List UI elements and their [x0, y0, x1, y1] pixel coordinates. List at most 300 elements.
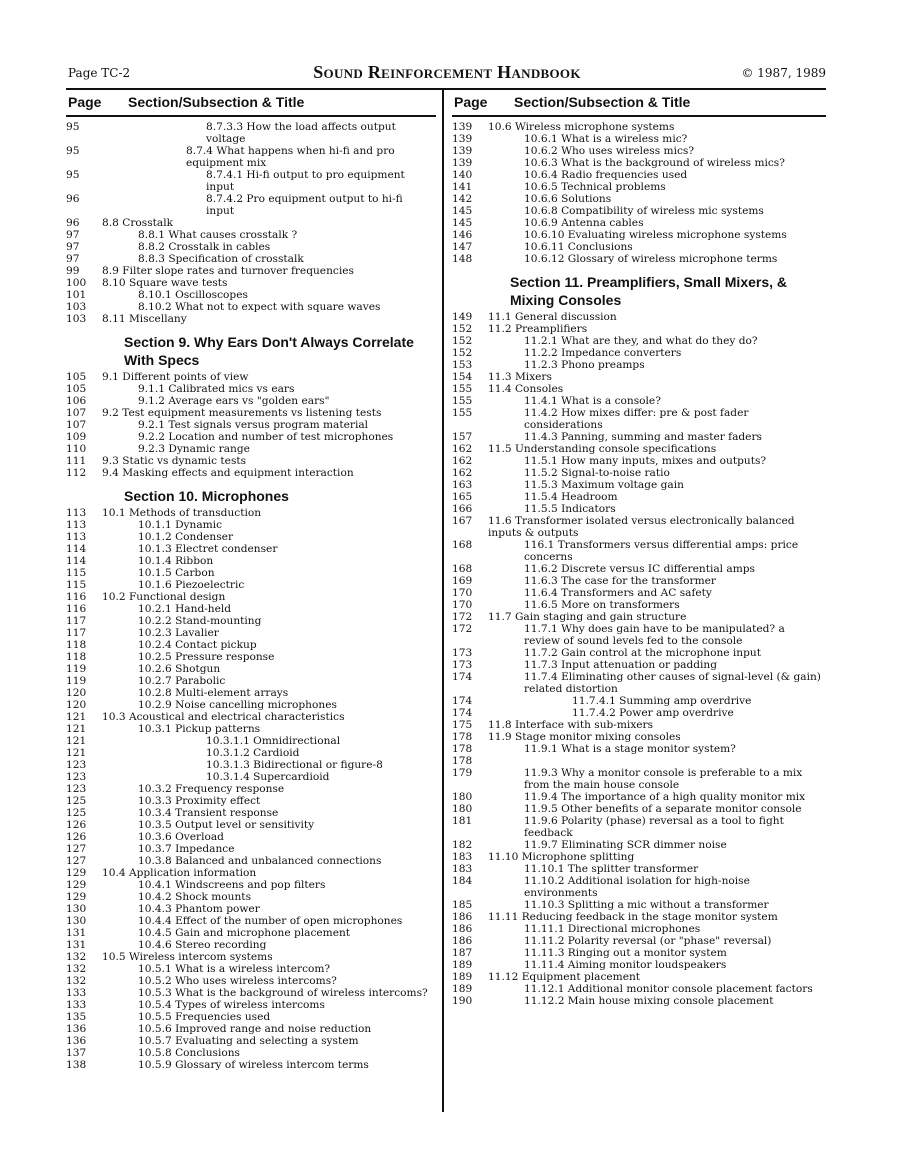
toc-entry-title: 11.9.6 Polarity (phase) reversal as a tool to fight feedback: [524, 814, 784, 839]
toc-entry: [66, 963, 436, 975]
toc-entry: [452, 695, 826, 707]
toc-entry-title: 11.4.1 What is a console?: [524, 394, 661, 407]
toc-entry-title: 11.4 Consoles: [488, 382, 564, 395]
toc-entry: [452, 515, 826, 539]
toc-entry: [66, 855, 436, 867]
toc-page-number: 100: [66, 276, 87, 289]
toc-entry: [66, 603, 436, 615]
toc-entry: [452, 611, 826, 623]
toc-page-number: 117: [66, 614, 87, 627]
toc-page-number: 109: [66, 430, 87, 443]
toc-entry: [66, 927, 436, 939]
toc-entry: [66, 229, 436, 241]
toc-page-number: 97: [66, 240, 80, 253]
toc-page-number: 96: [66, 192, 80, 205]
toc-entry: [66, 419, 436, 431]
toc-column-left: [66, 92, 436, 1071]
toc-entry: [452, 755, 826, 767]
column-header-rule: [452, 115, 826, 117]
toc-page-number: 105: [66, 370, 87, 383]
toc-entry: [66, 711, 436, 723]
toc-page-number: 114: [66, 542, 87, 555]
toc-page-number: 162: [452, 454, 473, 467]
toc-page-number: 155: [452, 406, 473, 419]
toc-entry: [452, 383, 826, 395]
column-header-rule: [66, 115, 436, 117]
toc-entry: [452, 899, 826, 911]
toc-entry: [66, 915, 436, 927]
toc-entry-title: 10.6.5 Technical problems: [524, 180, 666, 193]
toc-entry: [452, 623, 826, 647]
toc-page-number: 123: [66, 770, 87, 783]
toc-entry: [452, 707, 826, 719]
toc-entry: [66, 1035, 436, 1047]
page-column-label: Page: [68, 94, 102, 110]
toc-page-number: 167: [452, 514, 473, 527]
toc-entry: [66, 735, 436, 747]
toc-page-number: 117: [66, 626, 87, 639]
toc-page-number: 189: [452, 982, 473, 995]
toc-page-number: 101: [66, 288, 87, 301]
toc-entry-title: 9.2.2 Location and number of test microphones: [138, 430, 394, 443]
toc-page-number: 178: [452, 742, 473, 755]
toc-entry: [66, 507, 436, 519]
toc-entry-title: 11.2.3 Phono preamps: [524, 358, 645, 371]
toc-page-number: 165: [452, 490, 473, 503]
toc-entry-title: 11.11.3 Ringing out a monitor system: [524, 946, 727, 959]
toc-entry-title: 9.1.2 Average ears vs "golden ears": [138, 394, 330, 407]
toc-page-number: 152: [452, 334, 473, 347]
toc-page-number: 168: [452, 538, 473, 551]
toc-entry-title: 11.1 General discussion: [488, 310, 617, 323]
toc-entry: [66, 723, 436, 735]
toc-page-number: 146: [452, 228, 473, 241]
toc-entry-title: 11.4.3 Panning, summing and master faders: [524, 430, 762, 443]
toc-list-left: [66, 121, 436, 1071]
toc-entry-title: 8.7.4.2 Pro equipment output to hi-fi input: [206, 192, 403, 217]
toc-entry: [66, 193, 436, 217]
toc-entry-title: 10.5.6 Improved range and noise reduction: [138, 1022, 372, 1035]
toc-entry: [66, 987, 436, 999]
toc-entry-title: 10.2.5 Pressure response: [138, 650, 275, 663]
toc-entry: [66, 395, 436, 407]
toc-entry-title: 10.3.2 Frequency response: [138, 782, 285, 795]
toc-entry-title: 11.11.2 Polarity reversal (or "phase" reversal): [524, 934, 772, 947]
toc-page-number: 136: [66, 1022, 87, 1035]
toc-page-number: 179: [452, 766, 473, 779]
toc-entry-title: 10.3.7 Impedance: [138, 842, 235, 855]
toc-entry-title: 10.6.8 Compatibility of wireless mic systems: [524, 204, 764, 217]
toc-entry-title: 10.3.1.1 Omnidirectional: [206, 734, 341, 747]
toc-entry: [452, 995, 826, 1007]
toc-entry-title: 8.7.4 What happens when hi-fi and pro equipment mix: [186, 144, 395, 169]
toc-page-number: 123: [66, 758, 87, 771]
toc-page-number: 166: [452, 502, 473, 515]
toc-page-number: 116: [66, 590, 87, 603]
toc-entry: [452, 157, 826, 169]
toc-entry-title: 10.5.9 Glossary of wireless intercom terms: [138, 1058, 369, 1071]
toc-entry: [452, 647, 826, 659]
toc-entry-title: 11.6.2 Discrete versus IC differential amps: [524, 562, 755, 575]
toc-page-number: 139: [452, 144, 473, 157]
page-header: [68, 62, 826, 86]
toc-page-number: 155: [452, 382, 473, 395]
toc-entry-title: 10.2.2 Stand-mounting: [138, 614, 262, 627]
toc-page-number: 180: [452, 802, 473, 815]
toc-page-number: 183: [452, 862, 473, 875]
toc-entry-title: 8.8.2 Crosstalk in cables: [138, 240, 271, 253]
toc-entry-title: 11.10.2 Additional isolation for high-noise environments: [524, 874, 750, 899]
page-title: Sound Reinforcement Handbook: [313, 62, 581, 82]
toc-entry-title: 10.3 Acoustical and electrical characteristics: [102, 710, 345, 723]
toc-entry-title: [452, 755, 824, 767]
toc-entry-title: 10.5.4 Types of wireless intercoms: [138, 998, 325, 1011]
toc-entry-title: 11.12.1 Additional monitor console placement factors: [524, 982, 813, 995]
toc-entry: [452, 193, 826, 205]
toc-page-number: 173: [452, 646, 473, 659]
toc-entry-title: 11.10.1 The splitter transformer: [524, 862, 699, 875]
toc-page-number: 185: [452, 898, 473, 911]
toc-entry: [452, 875, 826, 899]
toc-entry-title: 9.1 Different points of view: [102, 370, 249, 383]
toc-entry: [66, 217, 436, 229]
toc-page-number: 163: [452, 478, 473, 491]
toc-entry-title: 11.6.4 Transformers and AC safety: [524, 586, 712, 599]
toc-page-number: 118: [66, 650, 87, 663]
toc-entry: [452, 253, 826, 265]
toc-entry: [66, 699, 436, 711]
toc-entry: [66, 819, 436, 831]
title-column-label: Section/Subsection & Title: [128, 94, 305, 110]
toc-entry: [452, 311, 826, 323]
toc-entry-title: 11.4.2 How mixes differ: pre & post fader considerations: [524, 406, 749, 431]
toc-page-number: 99: [66, 264, 80, 277]
toc-entry: [66, 591, 436, 603]
toc-entry-title: 8.10.1 Oscilloscopes: [138, 288, 248, 301]
toc-page-number: 103: [66, 300, 87, 313]
toc-entry: [66, 567, 436, 579]
toc-entry: [452, 371, 826, 383]
toc-entry-title: 11.9.7 Eliminating SCR dimmer noise: [524, 838, 727, 851]
toc-entry-title: 10.3.5 Output level or sensitivity: [138, 818, 315, 831]
toc-page-number: 141: [452, 180, 473, 193]
toc-entry: [452, 671, 826, 695]
toc-entry: [66, 939, 436, 951]
toc-entry-title: 11.12 Equipment placement: [488, 970, 641, 983]
toc-page-number: 106: [66, 394, 87, 407]
toc-entry: [66, 879, 436, 891]
toc-entry-title: 10.1 Methods of transduction: [102, 506, 262, 519]
toc-page-number: 138: [66, 1058, 87, 1071]
toc-entry-title: 11.11.4 Aiming monitor loudspeakers: [524, 958, 727, 971]
toc-page-number: 157: [452, 430, 473, 443]
toc-page-number: 114: [66, 554, 87, 567]
toc-page-number: 186: [452, 934, 473, 947]
toc-page-number: 126: [66, 818, 87, 831]
toc-entry-title: 11.10.3 Splitting a mic without a transformer: [524, 898, 769, 911]
toc-page-number: 169: [452, 574, 473, 587]
toc-entry: [66, 519, 436, 531]
toc-entry: [66, 277, 436, 289]
toc-entry-title: 11.2.2 Impedance converters: [524, 346, 682, 359]
toc-entry: [452, 791, 826, 803]
toc-entry-title: 11.5.4 Headroom: [524, 490, 618, 503]
toc-entry-title: 10.1.2 Condenser: [138, 530, 234, 543]
toc-entry-title: 9.4 Masking effects and equipment interaction: [102, 466, 354, 479]
toc-entry-title: 10.5.8 Conclusions: [138, 1046, 240, 1059]
toc-page-number: 174: [452, 706, 473, 719]
toc-page-number: 107: [66, 406, 87, 419]
toc-entry-title: 10.2.9 Noise cancelling microphones: [138, 698, 337, 711]
toc-entry: [66, 579, 436, 591]
toc-page-number: 174: [452, 694, 473, 707]
toc-entry: [66, 747, 436, 759]
toc-page-number: 95: [66, 120, 80, 133]
toc-entry: [452, 503, 826, 515]
toc-page-number: 135: [66, 1010, 87, 1023]
toc-entry-title: 8.10 Square wave tests: [102, 276, 228, 289]
toc-page-number: 125: [66, 794, 87, 807]
toc-entry-title: 11.6 Transformer isolated versus electronically balanced inputs & outputs: [488, 514, 795, 539]
toc-entry-title: 11.10 Microphone splitting: [488, 850, 635, 863]
toc-entry: [66, 663, 436, 675]
toc-page-number: 103: [66, 312, 87, 325]
toc-entry: [452, 719, 826, 731]
toc-page-number: 174: [452, 670, 473, 683]
toc-entry-title: 10.2 Functional design: [102, 590, 226, 603]
toc-page-number: 120: [66, 686, 87, 699]
toc-entry-title: 10.3.4 Transient response: [138, 806, 279, 819]
toc-page-number: 129: [66, 866, 87, 879]
toc-entry: [452, 935, 826, 947]
toc-page-number: 113: [66, 506, 87, 519]
toc-entry: [452, 539, 826, 563]
toc-entry: [66, 759, 436, 771]
toc-page-number: 190: [452, 994, 473, 1007]
toc-page-number: 175: [452, 718, 473, 731]
toc-page-number: 147: [452, 240, 473, 253]
toc-entry-title: 11.9.4 The importance of a high quality monitor mix: [524, 790, 806, 803]
toc-page-number: 152: [452, 322, 473, 335]
toc-entry: [66, 867, 436, 879]
toc-entry-title: 10.6.9 Antenna cables: [524, 216, 644, 229]
toc-page-number: 139: [452, 156, 473, 169]
toc-page-number: 129: [66, 890, 87, 903]
toc-entry-title: 11.9.1 What is a stage monitor system?: [524, 742, 736, 755]
toc-entry: [66, 431, 436, 443]
toc-page-number: 121: [66, 746, 87, 759]
toc-page-number: 132: [66, 962, 87, 975]
section-heading: [66, 487, 436, 505]
toc-entry: [66, 891, 436, 903]
toc-entry-title: 11.11.1 Directional microphones: [524, 922, 701, 935]
column-header-right: [452, 92, 826, 114]
toc-page-number: 132: [66, 950, 87, 963]
toc-entry-title: 11.6.3 The case for the transformer: [524, 574, 716, 587]
toc-entry: [452, 659, 826, 671]
toc-page-number: 189: [452, 970, 473, 983]
toc-entry: [452, 479, 826, 491]
toc-entry: [66, 951, 436, 963]
toc-entry: [452, 731, 826, 743]
toc-entry-title: 11.6.5 More on transformers: [524, 598, 680, 611]
toc-entry: [66, 687, 436, 699]
toc-page-number: 186: [452, 910, 473, 923]
toc-entry-title: 11.5.1 How many inputs, mixes and outputs?: [524, 454, 767, 467]
toc-entry-title: 10.4.6 Stereo recording: [138, 938, 267, 951]
toc-entry: [452, 839, 826, 851]
toc-entry-title: 9.2.3 Dynamic range: [138, 442, 250, 455]
toc-entry-title: 10.6.2 Who uses wireless mics?: [524, 144, 695, 157]
toc-entry-title: 11.5.2 Signal-to-noise ratio: [524, 466, 670, 479]
toc-page-number: 140: [452, 168, 473, 181]
toc-page-number: 139: [452, 132, 473, 145]
toc-page-number: 125: [66, 806, 87, 819]
toc-entry: [452, 815, 826, 839]
toc-page-number: 181: [452, 814, 473, 827]
toc-page-number: 120: [66, 698, 87, 711]
toc-entry-title: 11.5 Understanding console specifications: [488, 442, 717, 455]
toc-entry: [66, 999, 436, 1011]
toc-page-number: 121: [66, 722, 87, 735]
toc-page-number: 145: [452, 216, 473, 229]
toc-page-number: 127: [66, 854, 87, 867]
toc-entry: [66, 371, 436, 383]
toc-column-right: [452, 92, 826, 1007]
toc-entry: [66, 783, 436, 795]
column-header-left: [66, 92, 436, 114]
toc-page-number: 186: [452, 922, 473, 935]
toc-entry: [452, 359, 826, 371]
toc-page-number: 182: [452, 838, 473, 851]
toc-entry-title: 10.4.1 Windscreens and pop filters: [138, 878, 326, 891]
section-heading-text: Section 9. Why Ears Don't Always Correlate With Specs: [124, 333, 414, 368]
toc-entry-title: 10.3.6 Overload: [138, 830, 224, 843]
toc-entry-title: 10.4.4 Effect of the number of open microphones: [138, 914, 403, 927]
toc-page-number: 96: [66, 216, 80, 229]
toc-entry-title: 11.11 Reducing feedback in the stage monitor system: [488, 910, 778, 923]
toc-entry: [452, 335, 826, 347]
toc-entry-title: 10.2.6 Shotgun: [138, 662, 221, 675]
toc-entry-title: 10.5.3 What is the background of wireless intercoms?: [138, 986, 428, 999]
toc-entry-title: 10.3.3 Proximity effect: [138, 794, 261, 807]
toc-entry-title: 10.1.3 Electret condenser: [138, 542, 278, 555]
toc-entry: [66, 407, 436, 419]
toc-entry: [452, 205, 826, 217]
toc-entry-title: 11.7.4 Eliminating other causes of signal-level (& gain) related distortion: [524, 670, 821, 695]
toc-entry-title: 10.1.6 Piezoelectric: [138, 578, 245, 591]
toc-entry: [452, 121, 826, 133]
toc-entry: [452, 133, 826, 145]
toc-page-number: 127: [66, 842, 87, 855]
toc-entry: [452, 803, 826, 815]
toc-entry: [66, 1059, 436, 1071]
toc-entry-title: 11.7.3 Input attenuation or padding: [524, 658, 718, 671]
toc-entry-title: 10.3.1.3 Bidirectional or figure-8: [206, 758, 383, 771]
toc-entry: [452, 145, 826, 157]
toc-entry-title: 10.5.1 What is a wireless intercom?: [138, 962, 331, 975]
toc-entry: [66, 241, 436, 253]
toc-entry: [452, 241, 826, 253]
toc-entry: [452, 491, 826, 503]
toc-entry: [452, 587, 826, 599]
toc-entry-title: 11.3 Mixers: [488, 370, 552, 383]
toc-page-number: 129: [66, 878, 87, 891]
toc-page-number: 142: [452, 192, 473, 205]
toc-entry: [452, 323, 826, 335]
toc-entry: [66, 615, 436, 627]
toc-page-number: 95: [66, 144, 80, 157]
header-rule: [66, 88, 826, 90]
toc-page-number: 162: [452, 442, 473, 455]
toc-page-number: 121: [66, 710, 87, 723]
toc-entry: [452, 947, 826, 959]
toc-entry-title: 10.6.1 What is a wireless mic?: [524, 132, 688, 145]
copyright: © 1987, 1989: [741, 66, 826, 80]
toc-entry-title: 8.7.3.3 How the load affects output voltage: [206, 120, 396, 145]
toc-entry-title: 11.5.5 Indicators: [524, 502, 616, 515]
toc-entry: [66, 975, 436, 987]
toc-list-right: [452, 121, 826, 1007]
toc-entry: [452, 851, 826, 863]
toc-entry: [452, 347, 826, 359]
toc-page-number: 121: [66, 734, 87, 747]
toc-page-number: 132: [66, 974, 87, 987]
toc-entry: [66, 1047, 436, 1059]
toc-page-number: 123: [66, 782, 87, 795]
toc-entry-title: 10.2.3 Lavalier: [138, 626, 219, 639]
toc-page-number: 149: [452, 310, 473, 323]
toc-entry: [66, 627, 436, 639]
toc-page-number: 172: [452, 622, 473, 635]
toc-entry: [452, 971, 826, 983]
toc-page-number: 119: [66, 662, 87, 675]
toc-entry: [452, 863, 826, 875]
toc-entry-title: 8.11 Miscellany: [102, 312, 187, 325]
toc-entry: [452, 767, 826, 791]
toc-page-number: 107: [66, 418, 87, 431]
toc-entry: [452, 467, 826, 479]
toc-entry-title: 11.2 Preamplifiers: [488, 322, 588, 335]
toc-entry-title: 10.6.4 Radio frequencies used: [524, 168, 688, 181]
toc-page-number: 133: [66, 998, 87, 1011]
toc-entry: [66, 831, 436, 843]
toc-entry-title: 10.4 Application information: [102, 866, 257, 879]
toc-entry: [66, 1023, 436, 1035]
toc-entry-title: 10.2.7 Parabolic: [138, 674, 226, 687]
toc-entry-title: 10.2.1 Hand-held: [138, 602, 232, 615]
section-heading-text: Section 11. Preamplifiers, Small Mixers, & Mixing Consoles: [510, 273, 788, 308]
toc-entry: [452, 983, 826, 995]
toc-page-number: 183: [452, 850, 473, 863]
toc-entry-title: 10.2.8 Multi-element arrays: [138, 686, 289, 699]
toc-entry: [66, 555, 436, 567]
toc-entry-title: 10.6.6 Solutions: [524, 192, 612, 205]
toc-page-number: 155: [452, 394, 473, 407]
toc-entry-title: 11.7.4.1 Summing amp overdrive: [572, 694, 752, 707]
toc-page-number: 187: [452, 946, 473, 959]
toc-entry-title: 116.1 Transformers versus differential amps: price concerns: [524, 538, 799, 563]
toc-page-number: 130: [66, 914, 87, 927]
toc-page-number: 136: [66, 1034, 87, 1047]
toc-entry: [452, 169, 826, 181]
toc-page-number: 113: [66, 518, 87, 531]
toc-entry: [66, 771, 436, 783]
toc-entry-title: 10.6 Wireless microphone systems: [488, 120, 675, 133]
toc-page-number: 131: [66, 926, 87, 939]
toc-page-number: 137: [66, 1046, 87, 1059]
toc-entry-title: 11.7.4.2 Power amp overdrive: [572, 706, 734, 719]
